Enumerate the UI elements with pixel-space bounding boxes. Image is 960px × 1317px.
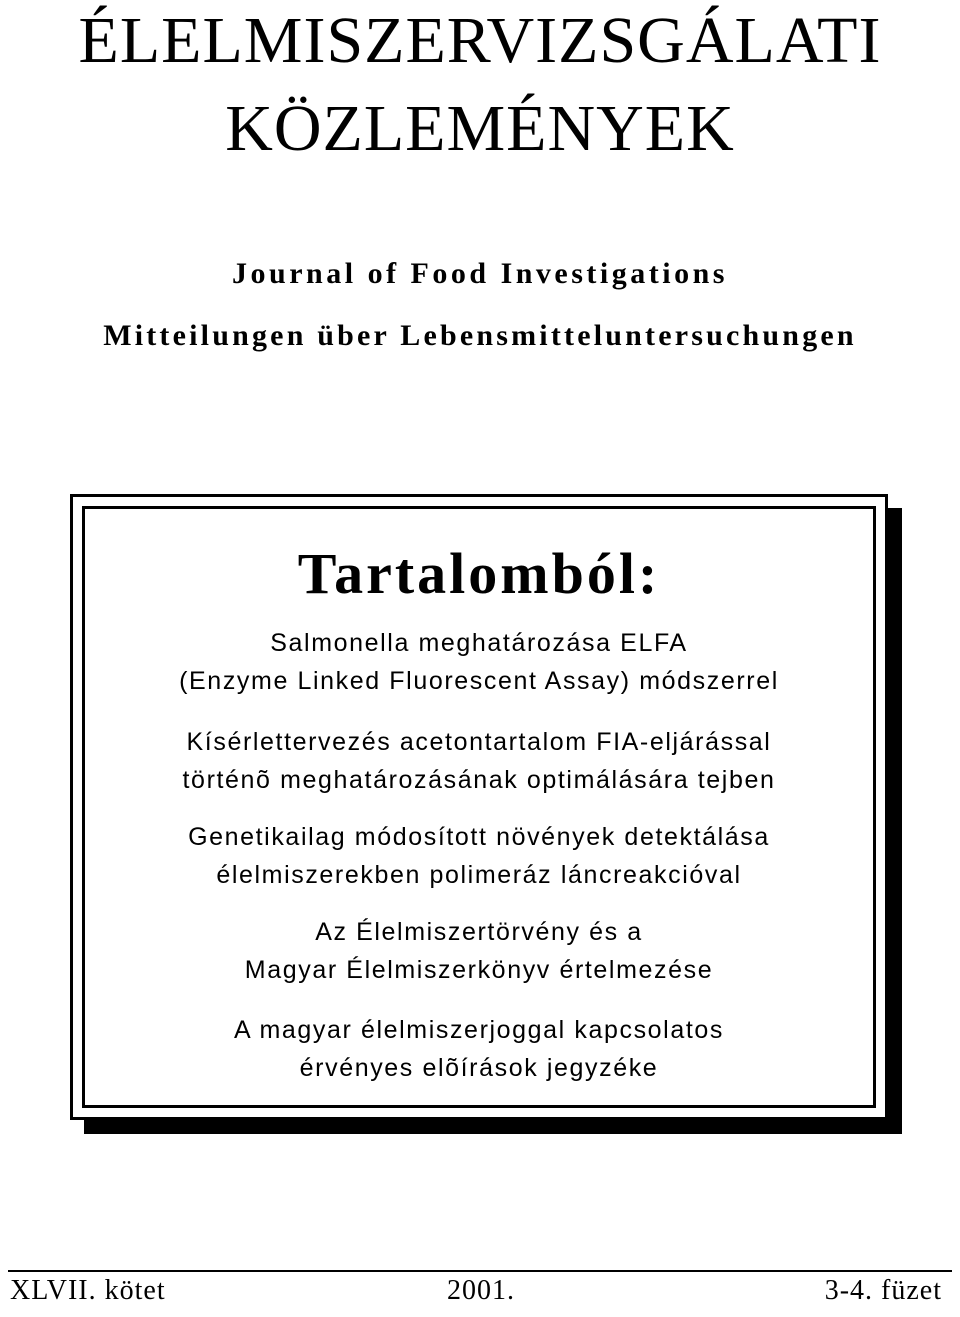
contents-box-inner <box>82 506 876 1108</box>
contents-heading: Tartalomból: <box>297 541 661 606</box>
contents-entry-5 <box>85 1011 873 1087</box>
footer-issue: 3-4. füzet <box>824 1275 942 1306</box>
entry-line: Salmonella meghatározása ELFA <box>270 629 688 657</box>
entry-line: élelmiszerekben polimeráz láncreakcióval <box>216 861 742 889</box>
contents-entry-2 <box>85 723 873 799</box>
contents-entry-3 <box>85 818 873 894</box>
entry-line: érvényes elõírások jegyzéke <box>299 1054 659 1082</box>
footer-year: 2001. <box>447 1275 515 1306</box>
contents-entry-1 <box>85 624 873 700</box>
entry-line: Kísérlettervezés acetontartalom FIA-eljárással <box>186 728 772 756</box>
entry-line: Magyar Élelmiszerkönyv értelmezése <box>244 956 714 984</box>
contents-entry-4 <box>85 913 873 989</box>
entry-line: Genetikailag módosított növények detektálása <box>188 823 770 851</box>
english-subtitle: Journal of Food Investigations <box>232 257 728 290</box>
journal-title-line-1: ÉLELMISZERVIZSGÁLATI <box>78 4 882 77</box>
german-subtitle: Mitteilungen über Lebensmitteluntersuchungen <box>103 319 857 352</box>
entry-line: Az Élelmiszertörvény és a <box>315 918 643 946</box>
entry-line: A magyar élelmiszerjoggal kapcsolatos <box>234 1016 724 1044</box>
entry-line: történõ meghatározásának optimálására tejben <box>182 766 776 794</box>
footer-divider <box>8 1270 952 1272</box>
contents-box <box>70 494 888 1120</box>
footer-volume: XLVII. kötet <box>10 1275 166 1306</box>
journal-title-line-2: KÖZLEMÉNYEK <box>225 92 735 165</box>
entry-line: (Enzyme Linked Fluorescent Assay) módszerrel <box>179 667 779 695</box>
